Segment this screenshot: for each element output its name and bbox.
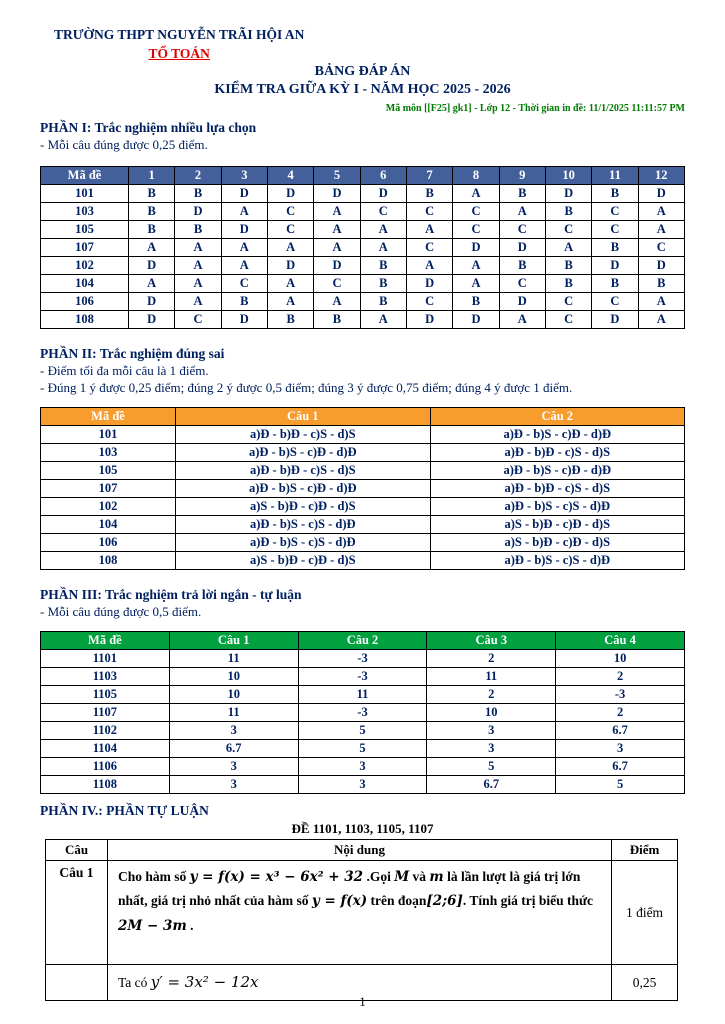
column-header-diem: Điểm bbox=[612, 840, 678, 861]
table-header-row bbox=[41, 167, 685, 185]
table-row bbox=[41, 426, 685, 444]
exam-code-cell: 105 bbox=[41, 462, 176, 480]
column-header: 10 bbox=[545, 167, 591, 185]
answer-cell: 3 bbox=[298, 758, 427, 776]
table-row bbox=[41, 498, 685, 516]
answer-cell: C bbox=[592, 293, 638, 311]
essay-exam-codes-title: ĐỀ 1101, 1103, 1105, 1107 bbox=[291, 821, 434, 836]
exam-code-cell: 1101 bbox=[41, 650, 170, 668]
exam-code-cell: 107 bbox=[41, 239, 129, 257]
answer-cell: 2 bbox=[427, 650, 556, 668]
answer-cell: a)S - b)Đ - c)Đ - d)S bbox=[430, 534, 685, 552]
table-row bbox=[41, 275, 685, 293]
answer-cell: D bbox=[545, 185, 591, 203]
answer-cell: B bbox=[545, 203, 591, 221]
part1-multiple-choice-table bbox=[40, 166, 685, 329]
exam-code-cell: 103 bbox=[41, 444, 176, 462]
answer-cell: B bbox=[638, 275, 684, 293]
exam-code-cell: 108 bbox=[41, 552, 176, 570]
table-row bbox=[41, 257, 685, 275]
answer-cell: C bbox=[545, 221, 591, 239]
part1-note: - Mỗi câu đúng được 0,25 điểm. bbox=[40, 137, 208, 152]
answer-cell: A bbox=[221, 257, 267, 275]
math-expression: M bbox=[394, 869, 410, 885]
page-number: 1 bbox=[359, 994, 366, 1009]
answer-cell: A bbox=[314, 293, 360, 311]
answer-cell: 5 bbox=[556, 776, 685, 794]
answer-cell: B bbox=[545, 275, 591, 293]
answer-cell: a)Đ - b)S - c)S - d)Đ bbox=[430, 552, 685, 570]
column-header: 6 bbox=[360, 167, 406, 185]
answer-cell: B bbox=[592, 275, 638, 293]
answer-cell: 11 bbox=[427, 668, 556, 686]
part2-note-1: - Điểm tối đa mỗi câu là 1 điểm. bbox=[40, 363, 209, 378]
table-row bbox=[41, 516, 685, 534]
answer-cell: B bbox=[499, 257, 545, 275]
answer-cell: 2 bbox=[427, 686, 556, 704]
school-header bbox=[40, 26, 304, 63]
exam-code-cell: 104 bbox=[41, 275, 129, 293]
answer-cell: A bbox=[638, 203, 684, 221]
exam-code-cell: 104 bbox=[41, 516, 176, 534]
answer-cell: 5 bbox=[427, 758, 556, 776]
answer-cell: 10 bbox=[556, 650, 685, 668]
exam-code-cell: 108 bbox=[41, 311, 129, 329]
column-header: Mã đề bbox=[41, 408, 176, 426]
answer-cell: 5 bbox=[298, 740, 427, 758]
answer-cell: a)S - b)Đ - c)Đ - d)S bbox=[430, 516, 685, 534]
table-row bbox=[41, 758, 685, 776]
answer-cell: C bbox=[592, 203, 638, 221]
answer-cell: A bbox=[360, 311, 406, 329]
table-row bbox=[41, 480, 685, 498]
exam-code-cell: 103 bbox=[41, 203, 129, 221]
exam-code-cell: 102 bbox=[41, 257, 129, 275]
exam-meta-info: Mã môn [[F25] gk1] - Lớp 12 - Thời gian in đề: 11/1/2025 11:11:57 PM bbox=[385, 103, 685, 114]
answer-cell: C bbox=[592, 221, 638, 239]
answer-cell: a)S - b)Đ - c)Đ - d)S bbox=[176, 552, 431, 570]
answer-cell: C bbox=[638, 239, 684, 257]
column-header: Câu 2 bbox=[430, 408, 685, 426]
answer-cell: A bbox=[221, 239, 267, 257]
answer-cell: D bbox=[592, 257, 638, 275]
answer-cell: 5 bbox=[298, 722, 427, 740]
table-row bbox=[41, 552, 685, 570]
essay-solution-table bbox=[45, 839, 678, 1001]
answer-cell: -3 bbox=[298, 704, 427, 722]
column-header: Câu 1 bbox=[176, 408, 431, 426]
answer-cell: a)Đ - b)S - c)Đ - d)Đ bbox=[176, 444, 431, 462]
exam-code-cell: 106 bbox=[41, 534, 176, 552]
answer-cell: C bbox=[499, 275, 545, 293]
document-subtitle: KIỂM TRA GIỮA KỲ I - NĂM HỌC 2025 - 2026 bbox=[214, 82, 511, 97]
column-header: Câu 4 bbox=[556, 632, 685, 650]
answer-cell: A bbox=[638, 221, 684, 239]
exam-code-cell: 101 bbox=[41, 426, 176, 444]
answer-cell: D bbox=[267, 185, 313, 203]
column-header: 1 bbox=[129, 167, 175, 185]
answer-cell: D bbox=[129, 311, 175, 329]
column-header-cau: Câu bbox=[46, 840, 108, 861]
text-run: . Tính giá trị biểu thức bbox=[462, 893, 594, 909]
column-header: 3 bbox=[221, 167, 267, 185]
answer-cell: a)Đ - b)Đ - c)S - d)S bbox=[176, 426, 431, 444]
part3-short-answer-table bbox=[40, 631, 685, 794]
exam-code-cell: 1108 bbox=[41, 776, 170, 794]
answer-cell: C bbox=[499, 221, 545, 239]
answer-cell: A bbox=[360, 221, 406, 239]
column-header: Mã đề bbox=[41, 632, 170, 650]
text-run: Cho hàm số bbox=[118, 869, 190, 884]
table-row bbox=[41, 534, 685, 552]
answer-cell: A bbox=[360, 239, 406, 257]
answer-cell: B bbox=[592, 185, 638, 203]
answer-cell: -3 bbox=[298, 650, 427, 668]
answer-cell: D bbox=[314, 257, 360, 275]
answer-cell: A bbox=[175, 275, 221, 293]
answer-cell: C bbox=[406, 203, 452, 221]
answer-cell: 10 bbox=[169, 686, 298, 704]
answer-cell: D bbox=[175, 203, 221, 221]
essay-question-row bbox=[46, 861, 678, 965]
answer-cell: D bbox=[638, 257, 684, 275]
answer-cell: A bbox=[499, 203, 545, 221]
answer-cell: D bbox=[499, 239, 545, 257]
answer-cell: B bbox=[175, 221, 221, 239]
answer-cell: 11 bbox=[298, 686, 427, 704]
table-row bbox=[41, 776, 685, 794]
table-row bbox=[41, 293, 685, 311]
table-row bbox=[41, 740, 685, 758]
answer-cell: B bbox=[129, 221, 175, 239]
answer-cell: D bbox=[499, 293, 545, 311]
answer-cell: D bbox=[453, 311, 499, 329]
text-run: là lần lượt là giá trị lớn nhất, giá trị nhỏ nhất của hàm số bbox=[118, 869, 581, 909]
answer-cell: 3 bbox=[298, 776, 427, 794]
answer-cell: a)Đ - b)S - c)Đ - d)Đ bbox=[430, 462, 685, 480]
table-row bbox=[41, 311, 685, 329]
answer-cell: A bbox=[453, 257, 499, 275]
answer-cell: D bbox=[221, 221, 267, 239]
answer-cell: D bbox=[314, 185, 360, 203]
answer-cell: A bbox=[175, 293, 221, 311]
math-expression: y′ = 3x² − 12x bbox=[150, 973, 259, 991]
document-title: BẢNG ĐÁP ÁN bbox=[314, 64, 411, 79]
answer-cell: B bbox=[129, 185, 175, 203]
question-label: Câu 1 bbox=[46, 861, 108, 965]
exam-code-cell: 1106 bbox=[41, 758, 170, 776]
table-row bbox=[41, 704, 685, 722]
table-header-row bbox=[41, 632, 685, 650]
exam-code-cell: 105 bbox=[41, 221, 129, 239]
text-run: và bbox=[409, 869, 430, 884]
part1-title: PHẦN I: Trắc nghiệm nhiều lựa chọn bbox=[40, 120, 257, 135]
answer-cell: C bbox=[267, 221, 313, 239]
part2-true-false-table bbox=[40, 407, 685, 570]
answer-cell: a)S - b)Đ - c)Đ - d)S bbox=[176, 498, 431, 516]
column-header-noidung: Nội dung bbox=[108, 840, 612, 861]
column-header: 2 bbox=[175, 167, 221, 185]
exam-code-cell: 106 bbox=[41, 293, 129, 311]
answer-cell: C bbox=[221, 275, 267, 293]
table-row bbox=[41, 221, 685, 239]
column-header: 4 bbox=[267, 167, 313, 185]
answer-cell: A bbox=[314, 239, 360, 257]
exam-code-cell: 1107 bbox=[41, 704, 170, 722]
question-content bbox=[108, 861, 612, 965]
column-header: 7 bbox=[406, 167, 452, 185]
math-expression: m bbox=[429, 869, 444, 885]
answer-cell: B bbox=[592, 239, 638, 257]
answer-cell: C bbox=[545, 311, 591, 329]
column-header: 11 bbox=[592, 167, 638, 185]
table-row bbox=[41, 444, 685, 462]
text-run: trên đoạn bbox=[367, 893, 427, 909]
answer-cell: A bbox=[314, 203, 360, 221]
column-header: Câu 2 bbox=[298, 632, 427, 650]
exam-code-cell: 101 bbox=[41, 185, 129, 203]
column-header: 12 bbox=[638, 167, 684, 185]
math-expression: 2M − 3m bbox=[118, 917, 187, 934]
table-row bbox=[41, 462, 685, 480]
answer-cell: A bbox=[406, 257, 452, 275]
table-row bbox=[41, 650, 685, 668]
text-run: . bbox=[186, 917, 194, 933]
table-row bbox=[41, 203, 685, 221]
column-header: Câu 3 bbox=[427, 632, 556, 650]
answer-cell: a)Đ - b)S - c)Đ - d)Đ bbox=[430, 426, 685, 444]
answer-cell: 2 bbox=[556, 704, 685, 722]
exam-code-cell: 1102 bbox=[41, 722, 170, 740]
table-header-row bbox=[41, 408, 685, 426]
answer-cell: a)Đ - b)Đ - c)S - d)S bbox=[430, 444, 685, 462]
answer-cell: B bbox=[360, 275, 406, 293]
essay-table-header-row bbox=[46, 840, 678, 861]
part2-note-2: - Đúng 1 ý được 0,25 điểm; đúng 2 ý được 0,5 điểm; đúng 3 ý được 0,75 điểm; đúng 4 ý được 1 điểm. bbox=[40, 380, 573, 395]
column-header: Mã đề bbox=[41, 167, 129, 185]
answer-cell: 6.7 bbox=[427, 776, 556, 794]
answer-cell: A bbox=[545, 239, 591, 257]
answer-cell: A bbox=[175, 239, 221, 257]
answer-cell: C bbox=[406, 239, 452, 257]
answer-cell: A bbox=[221, 203, 267, 221]
table-row bbox=[41, 686, 685, 704]
answer-cell: a)Đ - b)Đ - c)S - d)S bbox=[430, 480, 685, 498]
answer-cell: 11 bbox=[169, 704, 298, 722]
math-expression: y = f(x) bbox=[311, 893, 368, 910]
table-row bbox=[41, 722, 685, 740]
answer-cell: a)Đ - b)S - c)S - d)Đ bbox=[176, 534, 431, 552]
part3-note: - Mỗi câu đúng được 0,5 điểm. bbox=[40, 604, 202, 619]
table-row bbox=[41, 185, 685, 203]
answer-cell: a)Đ - b)Đ - c)S - d)S bbox=[176, 462, 431, 480]
answer-cell: C bbox=[453, 203, 499, 221]
answer-cell: B bbox=[221, 293, 267, 311]
exam-code-cell: 107 bbox=[41, 480, 176, 498]
answer-cell: D bbox=[360, 185, 406, 203]
answer-cell: a)Đ - b)S - c)Đ - d)Đ bbox=[176, 480, 431, 498]
answer-cell: B bbox=[499, 185, 545, 203]
answer-cell: B bbox=[129, 203, 175, 221]
answer-cell: C bbox=[175, 311, 221, 329]
answer-cell: D bbox=[638, 185, 684, 203]
part2-title: PHẦN II: Trắc nghiệm đúng sai bbox=[40, 346, 225, 361]
department-name: TỔ TOÁN bbox=[148, 46, 210, 61]
answer-cell: A bbox=[406, 221, 452, 239]
answer-cell: A bbox=[638, 293, 684, 311]
column-header: 5 bbox=[314, 167, 360, 185]
answer-cell: D bbox=[221, 185, 267, 203]
math-expression: [2;6] bbox=[426, 893, 463, 910]
column-header: Câu 1 bbox=[169, 632, 298, 650]
answer-cell: 3 bbox=[169, 758, 298, 776]
answer-cell: D bbox=[406, 311, 452, 329]
column-header: 9 bbox=[499, 167, 545, 185]
text-run: .Gọi bbox=[363, 869, 395, 884]
exam-code-cell: 1104 bbox=[41, 740, 170, 758]
answer-cell: C bbox=[545, 293, 591, 311]
answer-cell: A bbox=[314, 221, 360, 239]
answer-cell: B bbox=[453, 293, 499, 311]
answer-cell: 3 bbox=[169, 722, 298, 740]
answer-cell: D bbox=[129, 257, 175, 275]
answer-cell: D bbox=[453, 239, 499, 257]
exam-code-cell: 1105 bbox=[41, 686, 170, 704]
question-score: 1 điểm bbox=[612, 861, 678, 965]
part3-title: PHẦN III: Trắc nghiệm trả lời ngắn - tự luận bbox=[40, 587, 302, 602]
answer-cell: 6.7 bbox=[556, 722, 685, 740]
part4-title: PHẦN IV.: PHẦN TỰ LUẬN bbox=[40, 803, 209, 818]
answer-cell: 11 bbox=[169, 650, 298, 668]
answer-cell: 10 bbox=[169, 668, 298, 686]
answer-cell: -3 bbox=[298, 668, 427, 686]
answer-cell: D bbox=[129, 293, 175, 311]
exam-code-cell: 102 bbox=[41, 498, 176, 516]
answer-cell: D bbox=[406, 275, 452, 293]
answer-cell: C bbox=[453, 221, 499, 239]
answer-cell: A bbox=[267, 239, 313, 257]
table-row bbox=[41, 668, 685, 686]
column-header: 8 bbox=[453, 167, 499, 185]
answer-cell: 3 bbox=[427, 722, 556, 740]
answer-cell: a)Đ - b)S - c)S - d)Đ bbox=[176, 516, 431, 534]
answer-cell: A bbox=[129, 275, 175, 293]
answer-cell: B bbox=[267, 311, 313, 329]
answer-cell: A bbox=[453, 275, 499, 293]
answer-cell: B bbox=[406, 185, 452, 203]
table-row bbox=[41, 239, 685, 257]
answer-cell: A bbox=[129, 239, 175, 257]
answer-cell: B bbox=[175, 185, 221, 203]
solution-score: 0,25 bbox=[612, 965, 678, 1001]
answer-cell: A bbox=[453, 185, 499, 203]
answer-cell: 3 bbox=[427, 740, 556, 758]
answer-cell: a)Đ - b)S - c)S - d)Đ bbox=[430, 498, 685, 516]
answer-cell: 6.7 bbox=[169, 740, 298, 758]
answer-cell: A bbox=[638, 311, 684, 329]
answer-cell: A bbox=[267, 293, 313, 311]
answer-cell: C bbox=[360, 203, 406, 221]
answer-cell: -3 bbox=[556, 686, 685, 704]
answer-cell: B bbox=[360, 257, 406, 275]
answer-cell: 3 bbox=[556, 740, 685, 758]
answer-cell: A bbox=[499, 311, 545, 329]
answer-cell: 6.7 bbox=[556, 758, 685, 776]
answer-cell: C bbox=[314, 275, 360, 293]
math-expression: y = f(x) = x³ − 6x² + 32 bbox=[189, 869, 364, 885]
school-name: TRƯỜNG THPT NGUYỄN TRÃI HỘI AN bbox=[54, 27, 305, 42]
answer-cell: D bbox=[267, 257, 313, 275]
answer-cell: B bbox=[314, 311, 360, 329]
answer-cell: A bbox=[267, 275, 313, 293]
answer-cell: 3 bbox=[169, 776, 298, 794]
text-run: Ta có bbox=[118, 975, 151, 990]
answer-cell: B bbox=[545, 257, 591, 275]
exam-code-cell: 1103 bbox=[41, 668, 170, 686]
answer-cell: C bbox=[267, 203, 313, 221]
answer-cell: C bbox=[406, 293, 452, 311]
answer-cell: A bbox=[175, 257, 221, 275]
answer-cell: B bbox=[360, 293, 406, 311]
answer-cell: 2 bbox=[556, 668, 685, 686]
answer-cell: D bbox=[221, 311, 267, 329]
answer-cell: 10 bbox=[427, 704, 556, 722]
answer-cell: D bbox=[592, 311, 638, 329]
